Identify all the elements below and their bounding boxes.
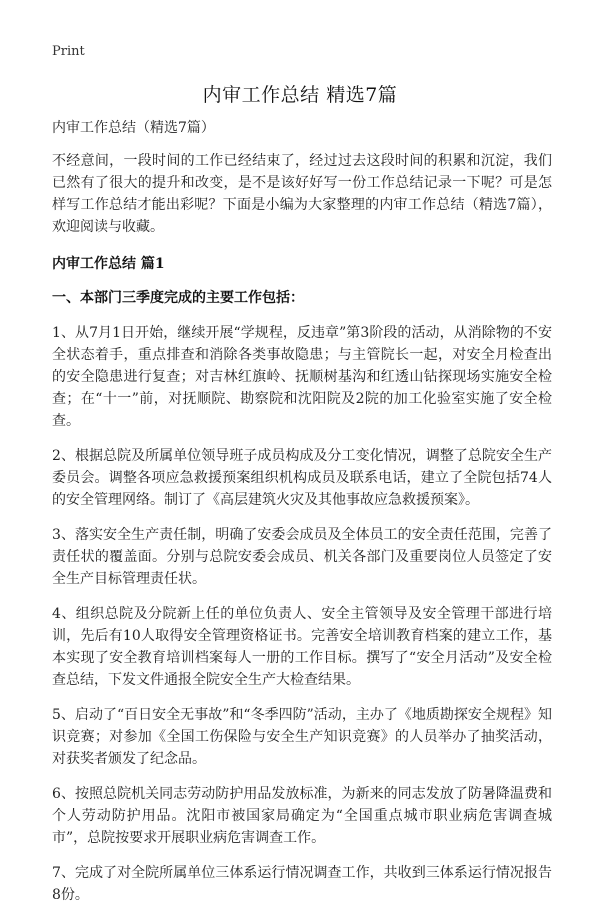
list-item: 1、从7月1日开始，继续开展“学规程，反违章”第3阶段的活动，从消除物的不安全状态着手，重点排查和消除各类事故隐患；与主管院长一起，对安全月检查出的安全隐患进行复查；对吉林红旗岭、抚顺树基沟和红透山钻探现场实施安全检查；在“十一”前，对抚顺院、勘察院和沈阳院及2院的加工化验室实施了安全检查。	[52, 325, 552, 429]
list-item: 5、启动了“百日安全无事故”和“冬季四防”活动，主办了《地质勘探安全规程》知识竞赛；对参加《全国工伤保险与安全生产知识竞赛》的人员举办了抽奖活动，对获奖者颁发了纪念品。	[52, 707, 552, 767]
list-item: 6、按照总院机关同志劳动防护用品发放标准，为新来的同志发放了防暑降温费和个人劳动防护用品。沈阳市被国家局确定为“全国重点城市职业病危害调查城市”，总院按要求开展职业病危害调查工作。	[52, 786, 552, 846]
intro-paragraph: 不经意间，一段时间的工作已经结束了，经过过去这段时间的积累和沉淀，我们已然有了很大的提升和改变，是不是该好好写一份工作总结记录一下呢？可是怎样写工作总结才能出彩呢？下面是小编为大家整理的内审工作总结（精选7篇），欢迎阅读与收藏。	[52, 153, 552, 235]
list-item: 2、根据总院及所属单位领导班子成员构成及分工变化情况，调整了总院安全生产委员会。调整各项应急救援预案组织机构成员及联系电话，建立了全院包括74人的安全管理网络。制订了《高层建筑火灾及其他事故应急救援预案》。	[52, 448, 552, 508]
page-title: 内审工作总结 精选7篇	[202, 84, 398, 106]
section-heading: 内审工作总结 篇1	[52, 256, 165, 272]
list-item: 7、完成了对全院所属单位三体系运行情况调查工作，共收到三体系运行情况报告8份。	[52, 865, 552, 903]
document-subtitle: 内审工作总结（精选7篇）	[52, 120, 215, 136]
section-subheading: 一、本部门三季度完成的主要工作包括：	[52, 290, 304, 306]
list-item: 4、组织总院及分院新上任的单位负责人、安全主管领导及安全管理干部进行培训，先后有10人取得安全管理资格证书。完善安全培训教育档案的建立工作，基本实现了安全教育培训档案每人一册的工作目标。撰写了“安全月活动”及安全检查总结，下发文件通报全院安全生产大检查结果。	[52, 606, 552, 688]
document-body	[52, 118, 552, 919]
print-link[interactable]: Print	[52, 44, 85, 59]
list-item: 3、落实安全生产责任制，明确了安委会成员及全体员工的安全责任范围，完善了责任状的覆盖面。分别与总院安委会成员、机关各部门及重要岗位人员签定了安全生产目标管理责任状。	[52, 527, 552, 587]
